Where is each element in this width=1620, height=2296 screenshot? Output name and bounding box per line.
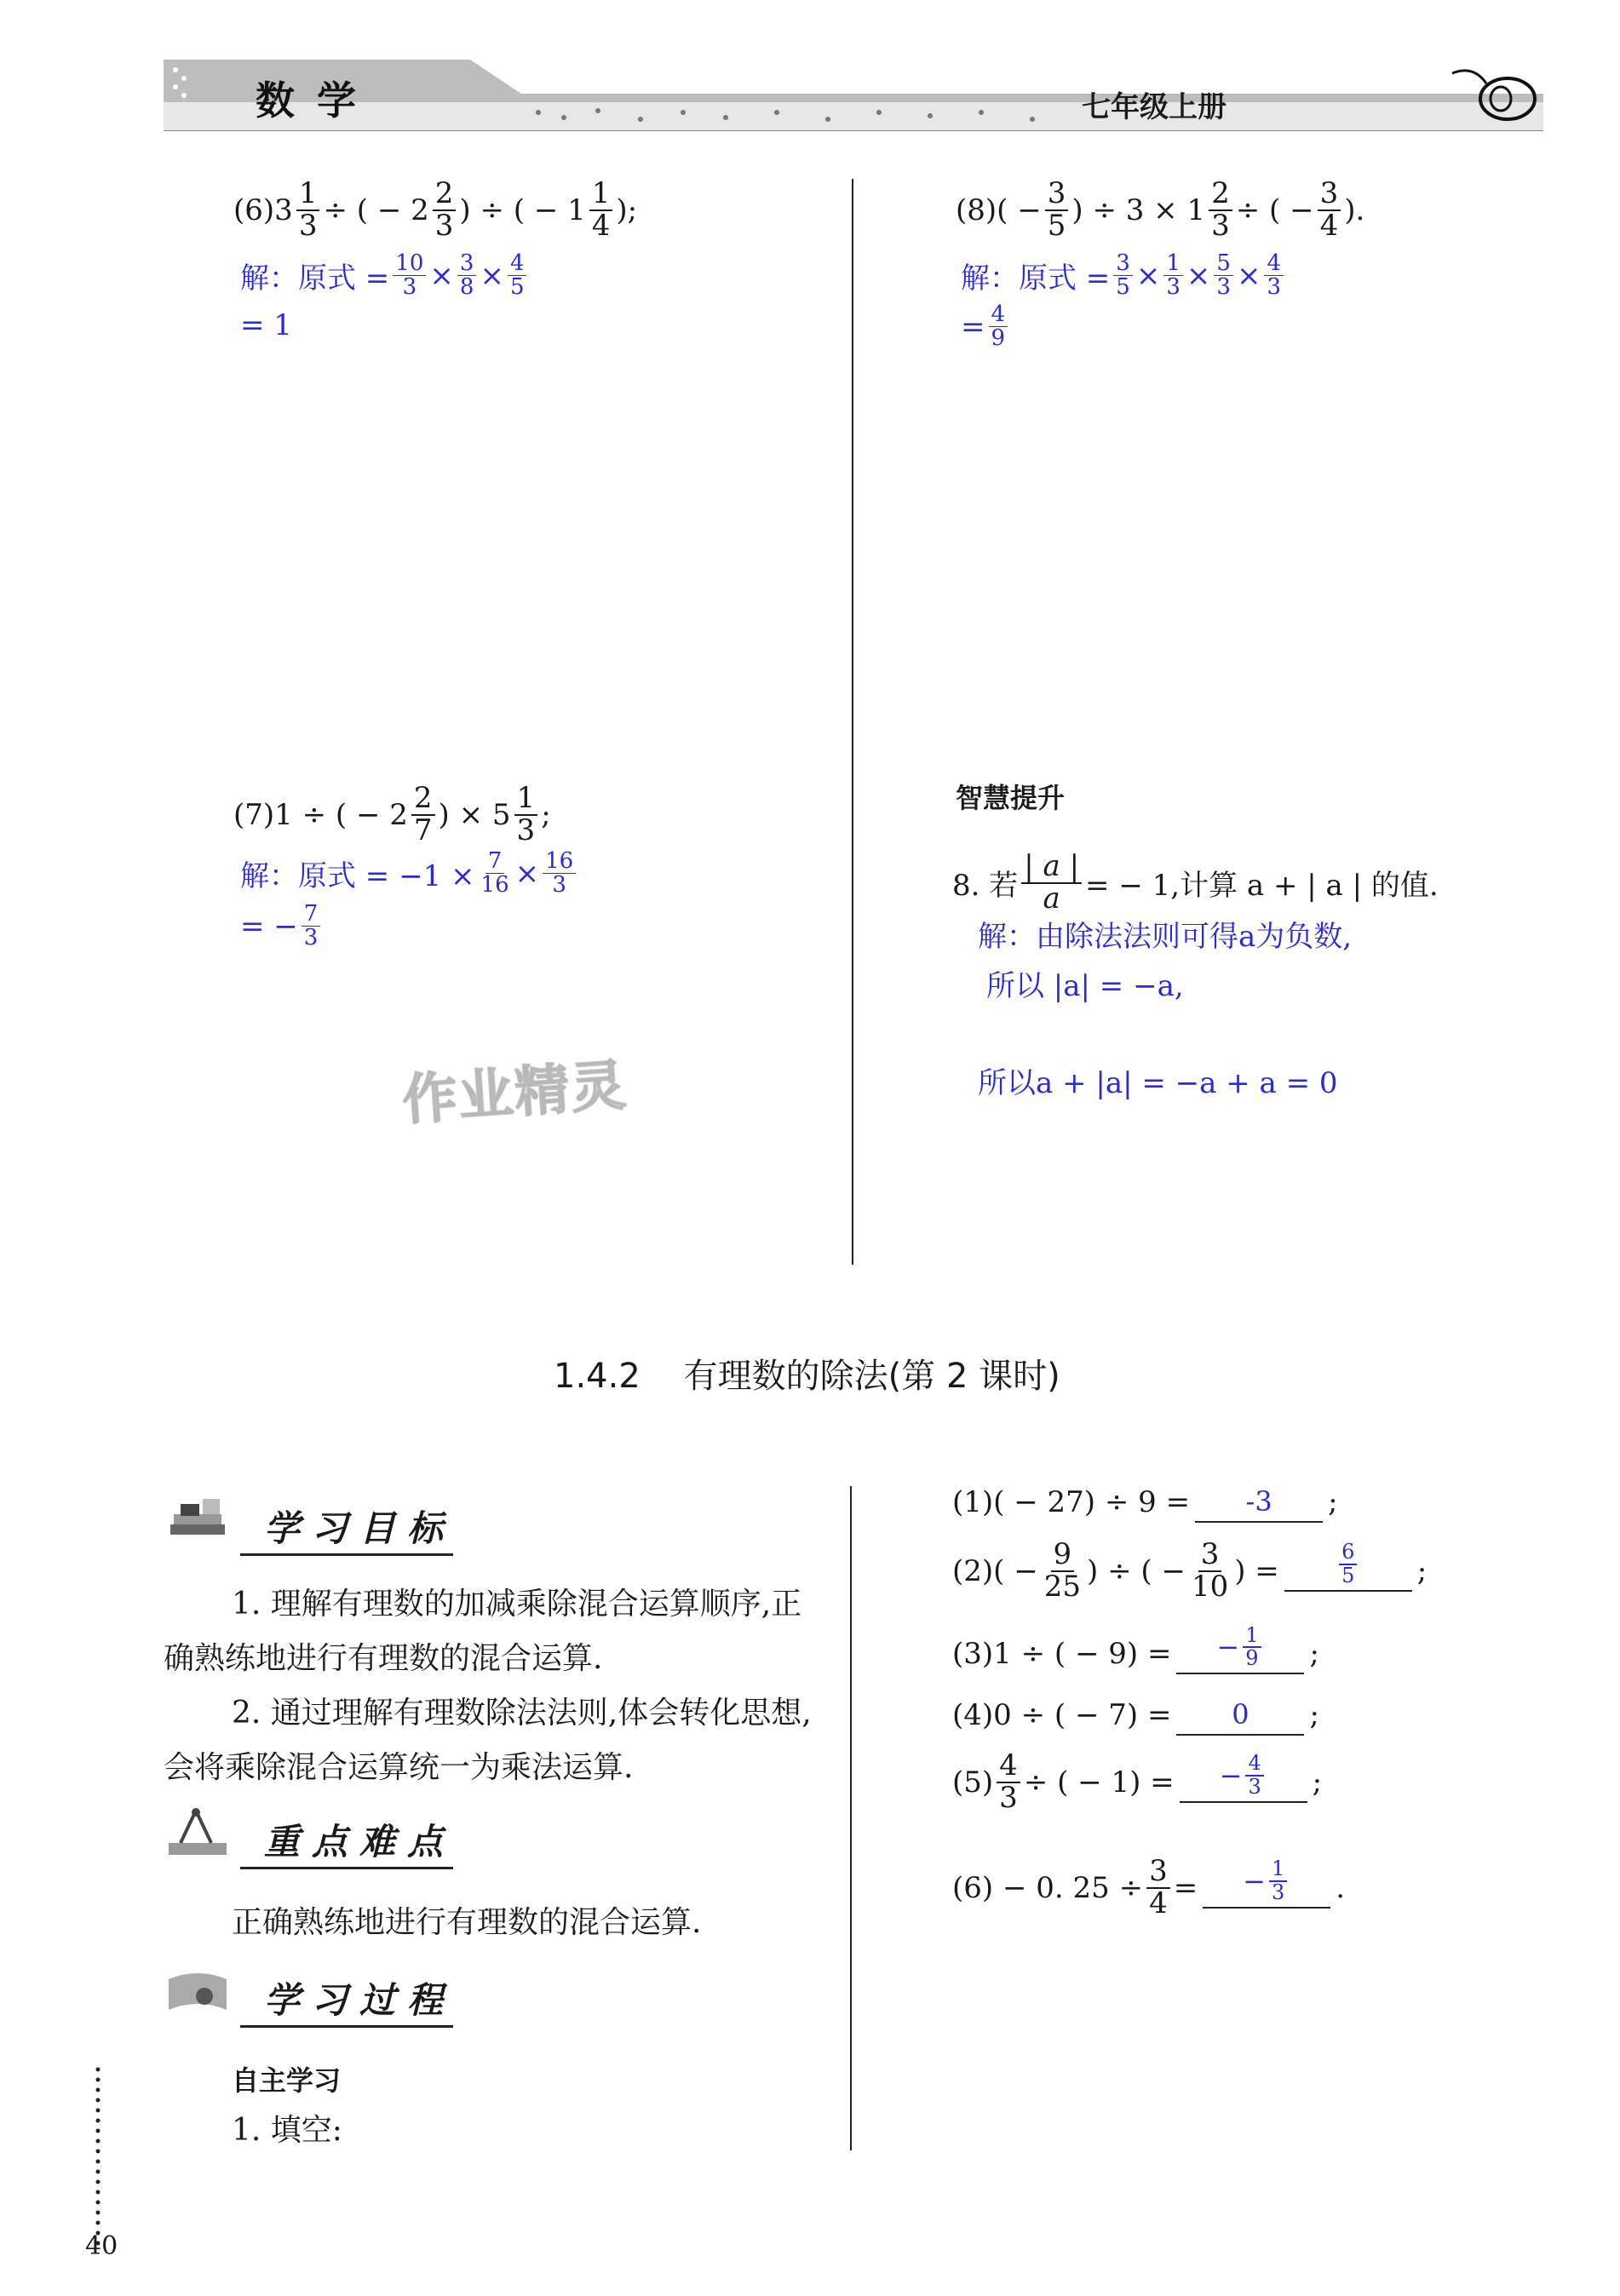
column-divider-bottom — [850, 1486, 852, 2150]
goal-title: 学习目标 — [264, 1507, 456, 1549]
self-study-label: 自主学习 — [232, 2064, 342, 2097]
fill-3: (3)1 ÷ ( − 9) = − $\frac{1}{9}$ ; — [952, 1633, 1319, 1674]
solution-8b-line2: 所以 |a| = −a, — [986, 969, 1184, 1003]
process-title: 学习过程 — [264, 1979, 456, 2021]
goal-rule — [240, 1553, 453, 1556]
solution-6-result: = 1 — [240, 308, 292, 342]
solution-6: 解：原式 = $\frac{10}{3}$ × $\frac{3}{8}$ × $\frac{4}{5}$ — [240, 252, 530, 300]
solution-7: 解：原式 = −1 × $\frac{7}{16}$ × $\frac{16}{3}$ — [240, 850, 579, 898]
page-number: 40 — [85, 2231, 118, 2261]
header-subject: 数学 — [256, 77, 378, 123]
compass-icon — [164, 1805, 232, 1860]
answer-blank-1[interactable]: -3 — [1195, 1482, 1323, 1523]
goal-1: 1. 理解有理数的加减乘除混合运算顺序,正确熟练地进行有理数的混合运算. — [164, 1587, 802, 1676]
question-8b: 8. 若 $\frac{| a |}{a}$ = − 1,计算 a + | a | 的值. — [952, 849, 1439, 916]
answer-blank-2[interactable]: 6 5 — [1284, 1551, 1412, 1592]
key-rule — [240, 1867, 453, 1869]
solution-8: 解：原式 = $\frac{3}{5}$ × $\frac{1}{3}$ × $\frac{5}{3}$ × $\frac{4}{3}$ — [961, 252, 1287, 300]
wisdom-title: 智慧提升 — [956, 782, 1066, 814]
header-grade: 七年级上册 — [1082, 90, 1226, 124]
column-divider-top — [852, 179, 853, 1265]
answer-blank-4[interactable]: 0 — [1176, 1695, 1304, 1736]
goal-2: 2. 通过理解有理数除法法则,体会转化思想,会将乘除混合运算统一为乘法运算. — [164, 1696, 812, 1785]
solution-7-result: = − $\frac{7}{3}$ — [240, 903, 324, 950]
question-7: (7)1 ÷ ( − 2 2 7 ) × 5 1 3 ; — [233, 781, 551, 847]
books-icon — [164, 1492, 232, 1547]
fill-1: (1)( − 27) ÷ 9 = -3 ; — [952, 1482, 1338, 1523]
mouse-logo-icon — [1448, 65, 1542, 124]
key-text: 正确熟练地进行有理数的混合运算. — [232, 1905, 702, 1940]
watermark: 作业精灵 — [400, 1053, 629, 1134]
section-title: 1.4.2 有理数的除法(第 2 课时) — [554, 1357, 1060, 1396]
solution-8b-line1: 解：由除法法则可得a为负数, — [978, 920, 1353, 954]
fill-instruction: 1. 填空: — [232, 2113, 342, 2148]
process-rule — [240, 2025, 453, 2028]
question-6: (6) 3 $\frac{1}{3}$ ÷ ( − 2 2 3 ) ÷ ( − 1 1 4 ); — [233, 176, 638, 243]
question-8: (8)( − $\frac{3}{5}$ ) ÷ 3 × 1 $\frac{2}{3}$ ÷ ( − $\frac{3}{4}$ ). — [956, 176, 1365, 243]
fill-6: (6) − 0. 25 ÷ $\frac{3}{4}$ = − $\frac{1}{3}$ . — [952, 1854, 1346, 1920]
answer-blank-3[interactable]: − $\frac{1}{9}$ — [1176, 1633, 1304, 1674]
map-icon — [164, 1967, 232, 2022]
key-title: 重点难点 — [264, 1821, 456, 1863]
fill-5: (5) $\frac{4}{3}$ ÷ ( − 1) = − $\frac{4}{3}$ ; — [952, 1748, 1323, 1815]
fill-2: (2)( − $\frac{9}{25}$ ) ÷ ( − $\frac{3}{10}$ ) = 6 5 ; — [952, 1537, 1428, 1604]
answer-blank-6[interactable]: − $\frac{1}{3}$ — [1203, 1868, 1330, 1909]
solution-8-result: = $\frac{4}{9}$ — [961, 303, 1011, 351]
answer-blank-5[interactable]: − $\frac{4}{3}$ — [1180, 1762, 1307, 1803]
fill-4: (4)0 ÷ ( − 7) = 0 ; — [952, 1695, 1319, 1736]
solution-8b-line3: 所以a + |a| = −a + a = 0 — [978, 1066, 1338, 1100]
